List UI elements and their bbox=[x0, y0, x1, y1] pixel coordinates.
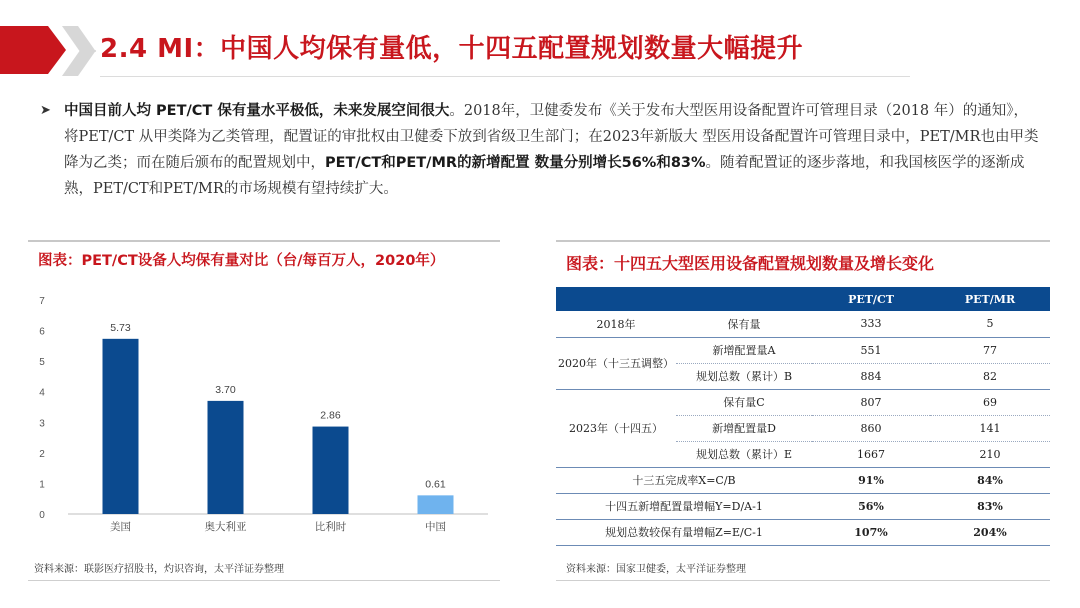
bar bbox=[103, 339, 139, 514]
bar-value-label: 2.86 bbox=[320, 409, 341, 422]
table-header-petmr: PET/MR bbox=[930, 287, 1050, 311]
x-category-label: 美国 bbox=[110, 521, 131, 533]
chart-bottom-border bbox=[28, 580, 500, 581]
row-petct: 807 bbox=[812, 389, 930, 415]
summary-petmr: 83% bbox=[930, 493, 1050, 519]
intro-bold-lead: 中国目前人均 PET/CT 保有量水平极低，未来发展空间很大 bbox=[64, 103, 450, 119]
row-petct: 333 bbox=[812, 311, 930, 337]
row-petmr: 141 bbox=[930, 415, 1050, 441]
row-petmr: 69 bbox=[930, 389, 1050, 415]
table-top-border bbox=[556, 240, 1050, 242]
summary-petct: 107% bbox=[812, 519, 930, 545]
table-header-petct: PET/CT bbox=[812, 287, 930, 311]
row-item: 保有量 bbox=[676, 311, 812, 337]
summary-petct: 56% bbox=[812, 493, 930, 519]
table-summary-row bbox=[556, 467, 1050, 493]
table-summary-row bbox=[556, 519, 1050, 545]
row-petmr: 210 bbox=[930, 441, 1050, 467]
row-petct: 884 bbox=[812, 363, 930, 389]
row-item: 新增配置量D bbox=[676, 415, 812, 441]
summary-label: 规划总数较保有量增幅Z=E/C-1 bbox=[556, 519, 812, 545]
row-item: 新增配置量A bbox=[676, 337, 812, 363]
intro-bold-mid: PET/CT和PET/MR的新增配置 数量分别增长56%和83% bbox=[325, 155, 706, 171]
table-panel bbox=[556, 240, 1050, 585]
summary-petmr: 204% bbox=[930, 519, 1050, 545]
row-petmr: 77 bbox=[930, 337, 1050, 363]
intro-text bbox=[64, 98, 1040, 202]
bar bbox=[208, 401, 244, 514]
summary-label: 十三五完成率X=C/B bbox=[556, 467, 812, 493]
title-gray-chevron-icon bbox=[62, 26, 84, 74]
table-header-cell bbox=[676, 287, 812, 311]
y-tick-label: 5 bbox=[39, 357, 45, 369]
table-source: 资料来源：国家卫健委，太平洋证券整理 bbox=[566, 564, 746, 575]
y-tick-label: 6 bbox=[39, 326, 45, 338]
table-summary-row bbox=[556, 493, 1050, 519]
bar bbox=[418, 495, 454, 514]
x-category-label: 奥大利亚 bbox=[204, 521, 247, 533]
row-item: 规划总数（累计）E bbox=[676, 441, 812, 467]
bar-value-label: 5.73 bbox=[110, 321, 131, 334]
chart-top-border bbox=[28, 240, 500, 242]
row-petct: 551 bbox=[812, 337, 930, 363]
row-petct: 860 bbox=[812, 415, 930, 441]
y-tick-label: 1 bbox=[39, 479, 45, 491]
summary-label: 十四五新增配置量增幅Y=D/A-1 bbox=[556, 493, 812, 519]
chart-source: 资料来源：联影医疗招股书，灼识咨询，太平洋证券整理 bbox=[34, 564, 284, 575]
x-category-label: 比利时 bbox=[314, 521, 347, 533]
triangle-bullet-icon: ➤ bbox=[40, 103, 51, 118]
title-divider bbox=[100, 76, 910, 77]
table-header-cell bbox=[556, 287, 676, 311]
row-group: 2018年 bbox=[556, 311, 676, 337]
table-header-row bbox=[556, 287, 1050, 311]
bar-chart-panel bbox=[28, 240, 500, 585]
table-title: 图表：十四五大型医用设备配置规划数量及增长变化 bbox=[566, 254, 935, 273]
row-group: 2023年（十四五） bbox=[556, 389, 676, 467]
chart-title: 图表：PET/CT设备人均保有量对比（台/每百万人，2020年） bbox=[38, 253, 445, 269]
table-row bbox=[556, 389, 1050, 415]
y-tick-label: 3 bbox=[39, 418, 45, 430]
x-category-label: 中国 bbox=[425, 521, 446, 533]
row-item: 规划总数（累计）B bbox=[676, 363, 812, 389]
table-row bbox=[556, 337, 1050, 363]
row-petmr: 5 bbox=[930, 311, 1050, 337]
bar-value-label: 0.61 bbox=[425, 478, 446, 491]
table-bottom-border bbox=[556, 580, 1050, 581]
intro-paragraph bbox=[40, 98, 1040, 202]
config-table bbox=[556, 287, 1050, 546]
title-red-block bbox=[0, 26, 48, 74]
slide-title-bar bbox=[0, 18, 1080, 80]
intro-text-2: 。随着配置证的逐步落地，和我国核医学的逐渐成熟，PET/CT和PET/MR的市场规模有望持续扩大。 bbox=[64, 155, 1025, 197]
intro-text-1: 。2018年，卫健委发布《关于发布大型医用设备配置许可管理目录（2018 年）的通知》，将PET/CT 从甲类降为乙类管理，配置证的审批权由卫健委下放到省级卫生部门；在2023年新版大 型医用设备配置许可管理目录中，PET/MR也由甲类降为乙类；而在随后颁布的配置规划中， bbox=[64, 103, 1039, 171]
y-tick-label: 0 bbox=[39, 510, 45, 521]
bar-chart bbox=[28, 280, 500, 552]
y-tick-label: 2 bbox=[39, 448, 45, 460]
table-row bbox=[556, 311, 1050, 337]
summary-petmr: 84% bbox=[930, 467, 1050, 493]
row-petmr: 82 bbox=[930, 363, 1050, 389]
bar-value-label: 3.70 bbox=[215, 383, 236, 396]
summary-petct: 91% bbox=[812, 467, 930, 493]
page-title: 2.4 MI：中国人均保有量低，十四五配置规划数量大幅提升 bbox=[100, 34, 804, 64]
row-petct: 1667 bbox=[812, 441, 930, 467]
bar bbox=[313, 427, 349, 514]
y-tick-label: 4 bbox=[39, 387, 45, 399]
row-item: 保有量C bbox=[676, 389, 812, 415]
row-group: 2020年（十三五调整） bbox=[556, 337, 676, 389]
y-tick-label: 7 bbox=[39, 296, 45, 307]
